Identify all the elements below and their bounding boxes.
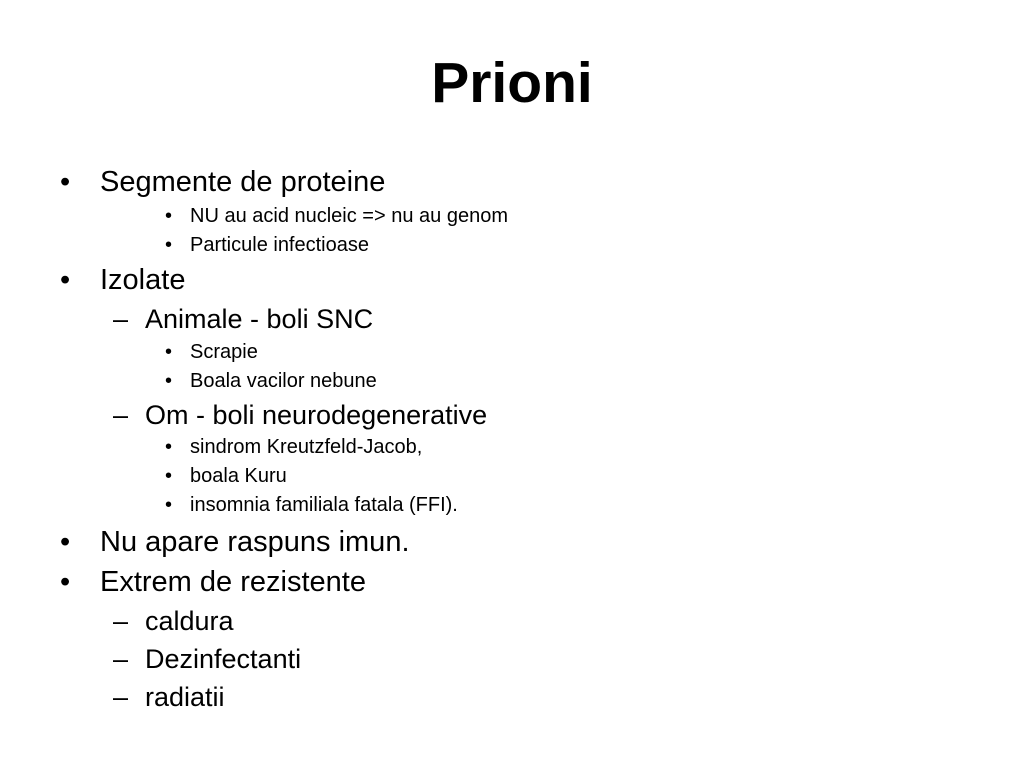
bullet-marker: • <box>165 205 173 227</box>
bullet-text: Boala vacilor nebune <box>190 370 377 392</box>
bullet-marker: • <box>165 234 173 256</box>
slide-title: Prioni <box>431 51 593 115</box>
dash-text: Om - boli neurodegenerative <box>145 400 488 430</box>
bullet-marker: • <box>165 370 173 392</box>
bullet-text: NU au acid nucleic => nu au genom <box>190 205 508 227</box>
bullet-marker: • <box>60 566 71 598</box>
dash-marker: – <box>113 304 129 334</box>
bullet-text: sindrom Kreutzfeld-Jacob, <box>190 436 423 458</box>
dash-text: radiatii <box>145 682 225 712</box>
bullet-text: Extrem de rezistente <box>100 566 366 598</box>
bullet-marker: • <box>60 264 71 296</box>
bullet-text: Segmente de proteine <box>100 166 386 198</box>
bullet-text: Izolate <box>100 264 186 296</box>
dash-marker: – <box>113 606 129 636</box>
bullet-marker: • <box>165 341 173 363</box>
bullet-text: Particule infectioase <box>190 234 369 256</box>
bullet-text: Scrapie <box>190 341 258 363</box>
dash-marker: – <box>113 682 129 712</box>
dash-text: Dezinfectanti <box>145 644 302 674</box>
bullet-marker: • <box>165 494 173 516</box>
bullet-text: insomnia familiala fatala (FFI). <box>190 494 458 516</box>
bullet-marker: • <box>60 166 71 198</box>
bullet-text: Nu apare raspuns imun. <box>100 526 410 558</box>
bullet-marker: • <box>165 465 173 487</box>
dash-text: caldura <box>145 606 234 636</box>
dash-marker: – <box>113 644 129 674</box>
bullet-marker: • <box>165 436 173 458</box>
dash-text: Animale - boli SNC <box>145 304 374 334</box>
dash-marker: – <box>113 400 129 430</box>
bullet-marker: • <box>60 526 71 558</box>
bullet-text: boala Kuru <box>190 465 287 487</box>
